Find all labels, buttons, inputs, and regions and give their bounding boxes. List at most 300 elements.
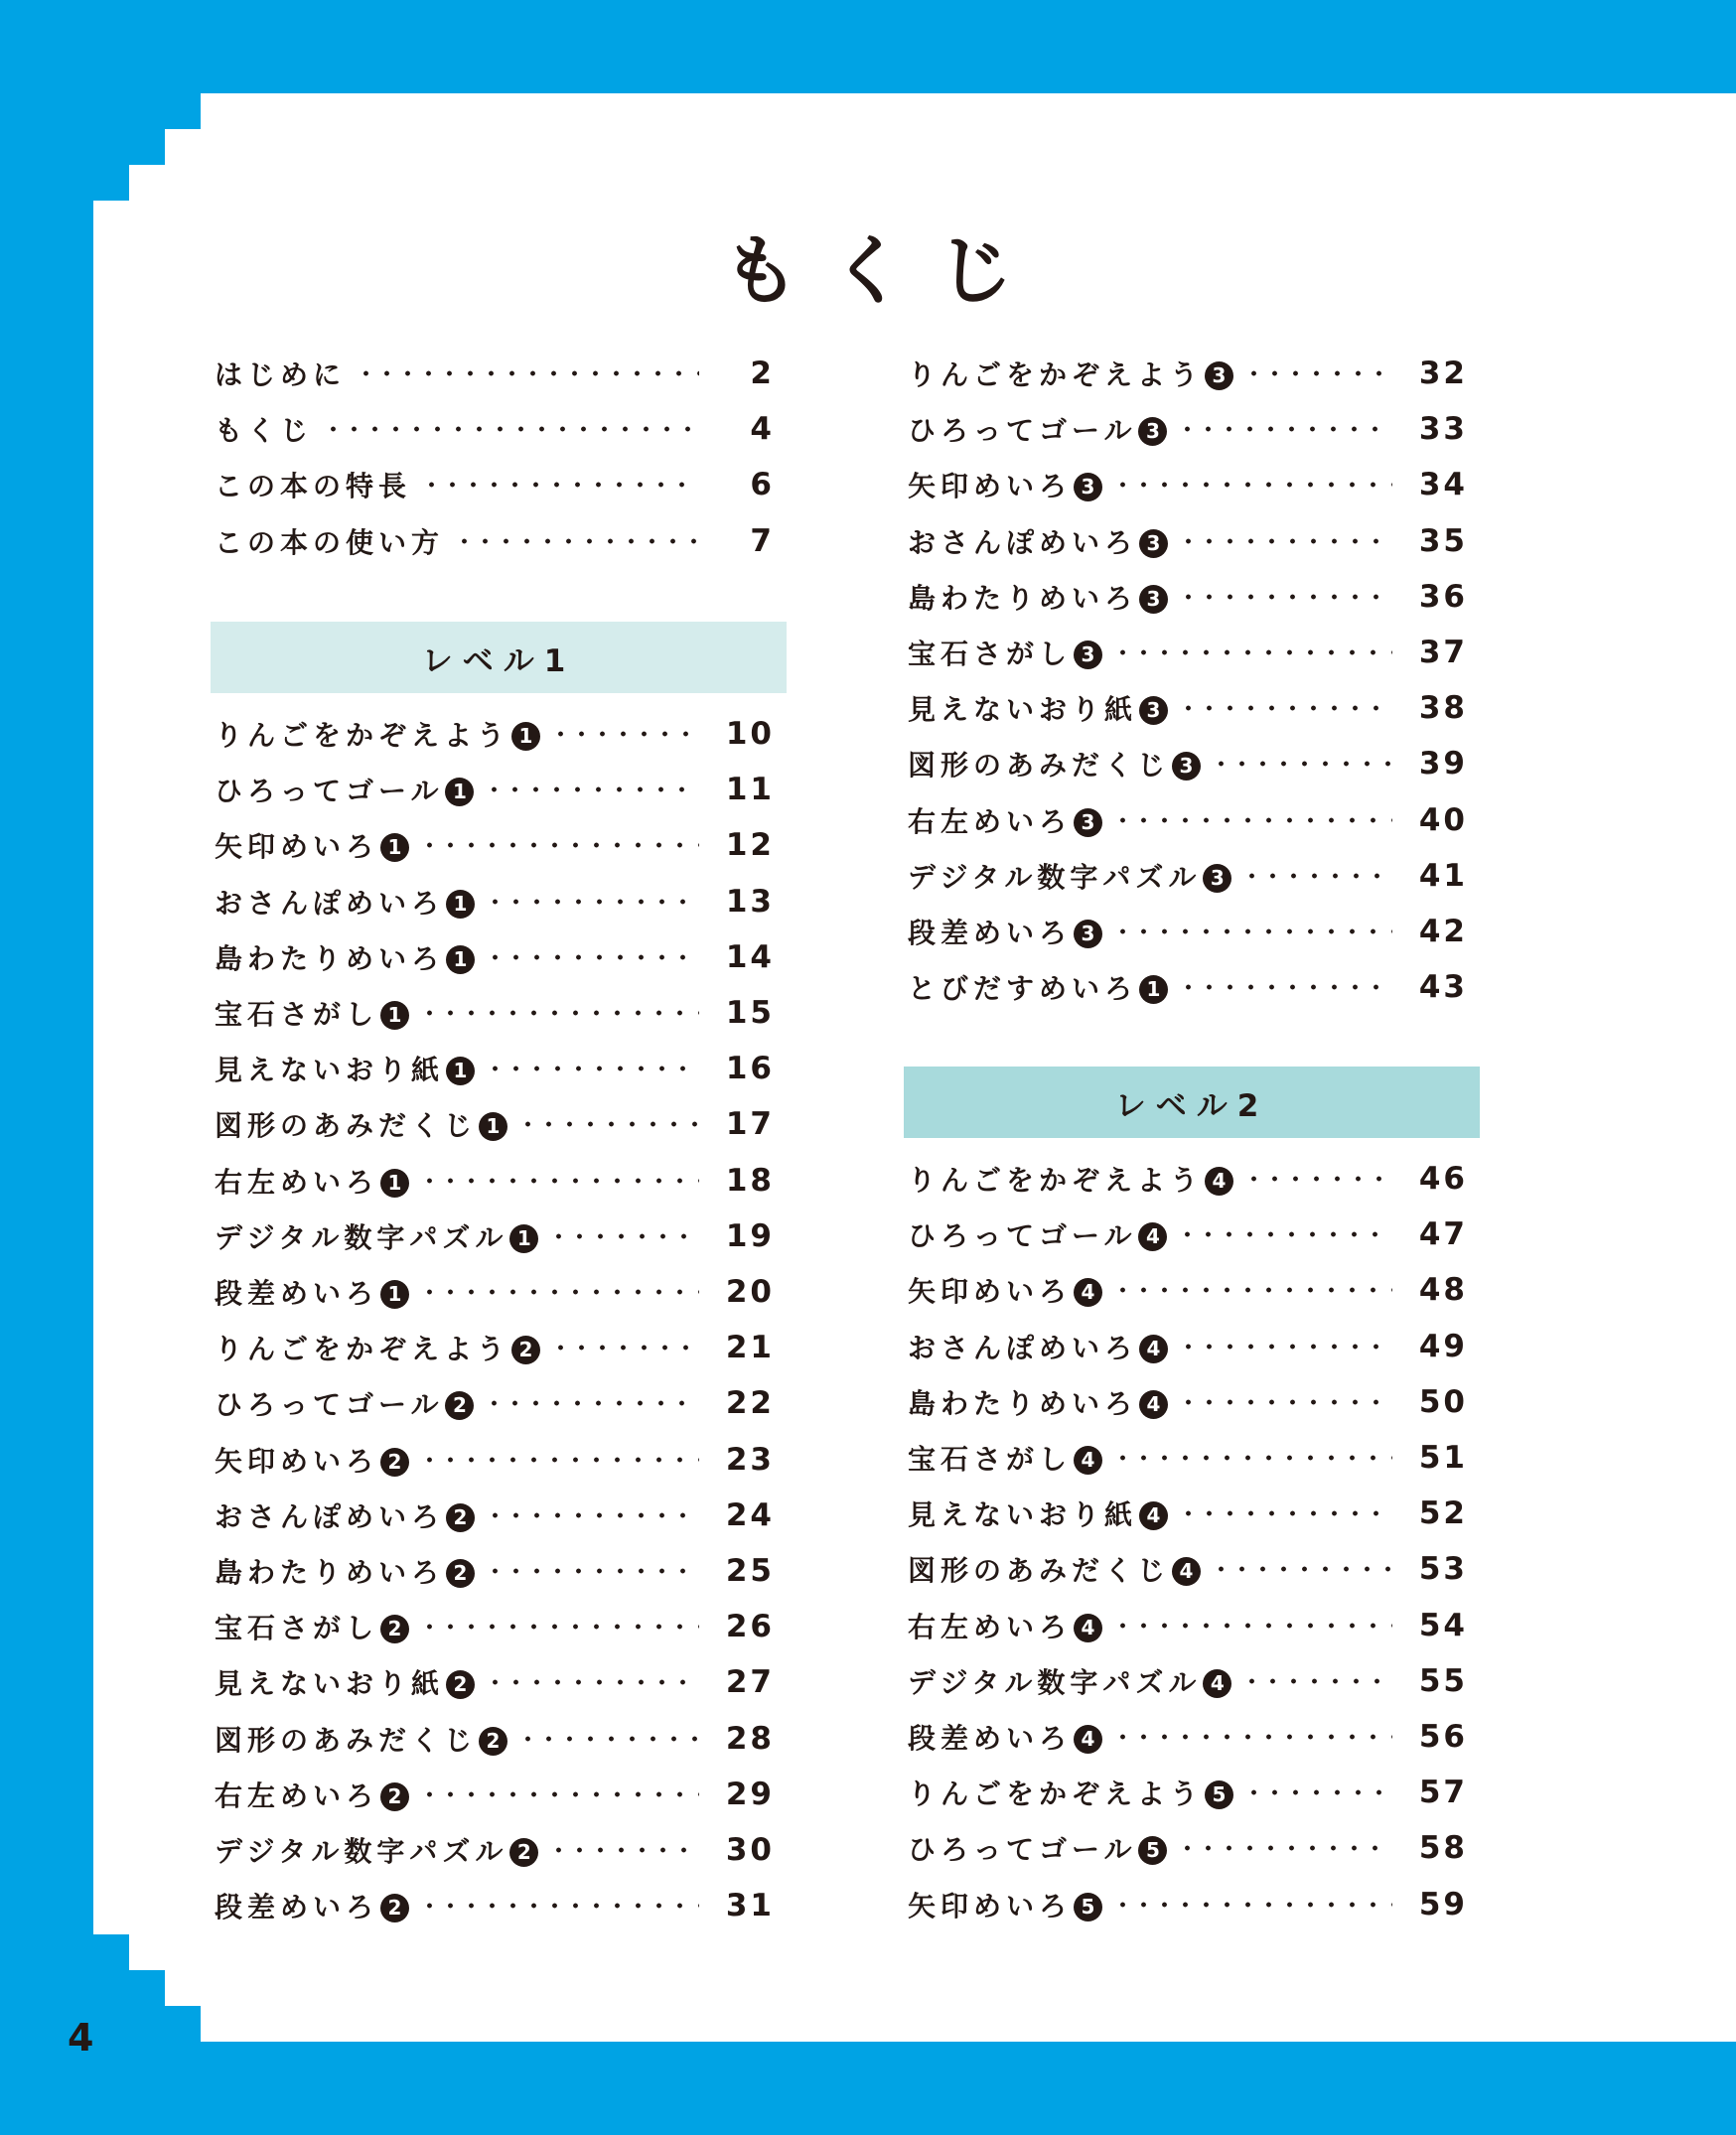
toc-page-number: 30 <box>725 1832 775 1868</box>
toc-entry[interactable] <box>908 959 1468 1015</box>
toc-entry[interactable] <box>908 1541 1468 1597</box>
toc-entry[interactable] <box>215 401 775 457</box>
dot-leader <box>1177 426 1392 432</box>
toc-entry[interactable] <box>908 569 1468 625</box>
dot-leader <box>550 731 699 737</box>
toc-entry-title <box>215 1216 538 1256</box>
dot-leader <box>1112 1623 1392 1629</box>
toc-entry-title <box>908 577 1168 617</box>
toc-entry-label: 島わたりめいろ <box>908 581 1138 615</box>
circled-number-badge: 1 <box>380 1001 409 1030</box>
toc-entry[interactable] <box>215 1096 775 1152</box>
toc-entry[interactable] <box>908 346 1468 401</box>
toc-page-number: 21 <box>725 1330 775 1366</box>
dot-leader <box>1112 928 1392 934</box>
toc-entry-title <box>215 1440 409 1480</box>
circled-number-badge: 2 <box>445 1391 474 1420</box>
page-title: もくじ <box>723 226 1045 315</box>
toc-entry-title <box>908 633 1102 672</box>
toc-entry[interactable] <box>215 1488 775 1543</box>
dot-leader <box>1112 649 1392 655</box>
toc-entry[interactable] <box>215 1543 775 1599</box>
toc-entry-title <box>215 1607 409 1646</box>
toc-entry-title <box>215 770 474 809</box>
toc-page-number: 40 <box>1418 801 1468 838</box>
circled-number-badge: 1 <box>511 722 540 751</box>
dot-leader <box>1211 761 1392 767</box>
toc-entry-title <box>908 354 1233 393</box>
toc-page-number: 4 <box>750 411 775 448</box>
dot-leader <box>485 1568 699 1574</box>
toc-entry[interactable] <box>215 874 775 929</box>
dot-leader <box>454 538 699 544</box>
toc-entry[interactable] <box>215 1878 775 1933</box>
toc-page-number: 25 <box>725 1553 775 1589</box>
toc-entry-title <box>908 1214 1167 1254</box>
toc-page-number: 27 <box>725 1664 775 1701</box>
toc-entry-title <box>215 1495 475 1535</box>
toc-entry-label: この本の使い方 <box>215 525 445 559</box>
toc-entry-title <box>215 1049 475 1088</box>
toc-entry-title <box>215 1161 409 1201</box>
toc-entry-title <box>215 1830 538 1870</box>
dot-leader <box>1243 370 1392 376</box>
toc-entry-label: この本の特長 <box>215 470 412 503</box>
dot-leader <box>419 1457 699 1463</box>
circled-number-badge: 5 <box>1205 1780 1233 1809</box>
dot-leader <box>419 1178 699 1184</box>
toc-entry-title <box>908 1494 1168 1533</box>
toc-entry-label: デジタル数字パズル <box>908 1665 1202 1699</box>
toc-entry-title <box>215 882 475 922</box>
toc-page-number: 19 <box>725 1217 775 1254</box>
dot-leader <box>356 370 699 376</box>
toc-entry[interactable] <box>908 1653 1468 1709</box>
circled-number-badge: 3 <box>1139 529 1168 558</box>
level-1-banner <box>211 622 787 693</box>
circled-number-badge: 4 <box>1074 1278 1102 1307</box>
toc-page-number: 41 <box>1418 857 1468 894</box>
toc-entry-label: 矢印めいろ <box>215 830 379 864</box>
circled-number-badge: 3 <box>1074 920 1102 948</box>
dot-leader <box>419 842 699 848</box>
dot-leader <box>1112 817 1392 823</box>
toc-page-number: 16 <box>725 1051 775 1087</box>
toc-entry[interactable] <box>215 1767 775 1822</box>
circled-number-badge: 1 <box>1139 975 1168 1004</box>
toc-page-number: 32 <box>1418 356 1468 391</box>
dot-leader <box>484 1400 699 1406</box>
toc-entry-label: 右左めいろ <box>908 804 1073 838</box>
toc-entry-label: 島わたりめいろ <box>215 1556 445 1589</box>
toc-page-number: 20 <box>725 1274 775 1310</box>
dot-leader <box>1178 538 1392 544</box>
toc-entry-title <box>908 1828 1167 1868</box>
toc-entry[interactable] <box>908 1319 1468 1374</box>
circled-number-badge: 3 <box>1074 808 1102 837</box>
toc-entry[interactable] <box>908 457 1468 512</box>
circled-number-badge: 2 <box>509 1838 538 1867</box>
toc-entry-title <box>908 1661 1231 1701</box>
toc-page-number: 18 <box>725 1162 775 1199</box>
toc-page-number: 11 <box>725 772 775 808</box>
circled-number-badge: 4 <box>1074 1446 1102 1475</box>
circled-number-badge: 2 <box>446 1559 475 1588</box>
toc-entry[interactable] <box>908 1262 1468 1318</box>
toc-entry[interactable] <box>215 1654 775 1710</box>
toc-entry[interactable] <box>908 1207 1468 1262</box>
toc-entry[interactable] <box>908 904 1468 959</box>
toc-entry-title <box>215 1551 475 1591</box>
toc-entry[interactable] <box>215 1822 775 1878</box>
level-2-title: レベル2 <box>1114 1087 1269 1124</box>
dot-leader <box>419 1791 699 1797</box>
dot-leader <box>485 899 699 905</box>
toc-entry-label: とびだすめいろ <box>908 972 1138 1006</box>
dot-leader <box>419 1624 699 1630</box>
toc-entry-title <box>215 714 540 754</box>
toc-entry[interactable] <box>908 1486 1468 1541</box>
toc-entry[interactable] <box>215 1375 775 1431</box>
page-sheet-step <box>129 165 169 1970</box>
toc-entry[interactable] <box>215 1711 775 1767</box>
toc-entry-label: デジタル数字パズル <box>908 860 1202 894</box>
toc-page-number: 50 <box>1418 1383 1468 1420</box>
toc-entry-label: はじめに <box>215 358 347 391</box>
toc-page-number: 58 <box>1418 1830 1468 1867</box>
circled-number-badge: 5 <box>1138 1836 1167 1865</box>
toc-entry-label: ひろってゴール <box>215 775 444 808</box>
toc-entry-title <box>908 912 1102 951</box>
dot-leader <box>1178 594 1392 600</box>
toc-entry-label: 段差めいろ <box>215 1891 379 1924</box>
circled-number-badge: 4 <box>1139 1335 1168 1363</box>
dot-leader <box>1178 1344 1392 1350</box>
toc-entry-label: おさんぽめいろ <box>215 1499 445 1533</box>
toc-page-number: 51 <box>1418 1440 1468 1476</box>
circled-number-badge: 1 <box>446 945 475 974</box>
toc-entry-title <box>908 967 1168 1007</box>
toc-entry[interactable] <box>215 929 775 985</box>
toc-page-number: 36 <box>1418 578 1468 615</box>
toc-page-number: 59 <box>1418 1886 1468 1922</box>
dot-leader <box>1243 1176 1392 1182</box>
toc-entry-label: 右左めいろ <box>908 1610 1073 1643</box>
toc-entry-label: ひろってゴール <box>908 414 1137 448</box>
toc-entry-label: 矢印めいろ <box>215 1444 379 1478</box>
page-sheet-step <box>165 129 205 2006</box>
dot-leader <box>1112 1734 1392 1740</box>
toc-entry-title <box>908 1382 1168 1422</box>
toc-entry[interactable] <box>908 1709 1468 1765</box>
toc-page-number: 37 <box>1418 635 1468 670</box>
toc-page-number: 17 <box>725 1106 775 1143</box>
toc-entry-title <box>215 937 475 977</box>
circled-number-badge: 3 <box>1139 696 1168 725</box>
dot-leader <box>1178 1510 1392 1516</box>
dot-leader <box>548 1847 699 1853</box>
toc-page-number: 48 <box>1418 1272 1468 1309</box>
toc-entry-label: 図形のあみだくじ <box>215 1109 478 1143</box>
toc-entry-label: 島わたりめいろ <box>908 1386 1138 1420</box>
circled-number-badge: 4 <box>1074 1614 1102 1642</box>
toc-page-number: 24 <box>725 1496 775 1533</box>
circled-number-badge: 4 <box>1172 1557 1201 1586</box>
dot-leader <box>419 1289 699 1295</box>
toc-entry[interactable] <box>215 1209 775 1264</box>
toc-page-number: 22 <box>725 1385 775 1422</box>
circled-number-badge: 3 <box>1205 361 1233 390</box>
toc-entry[interactable] <box>908 848 1468 904</box>
dot-leader <box>1241 1678 1392 1684</box>
toc-entry-title <box>908 1327 1168 1366</box>
toc-entry[interactable] <box>215 513 775 569</box>
toc-entry-title <box>908 800 1102 840</box>
circled-number-badge: 3 <box>1074 473 1102 501</box>
toc-page-number: 55 <box>1418 1662 1468 1699</box>
toc-entry-title <box>215 1328 540 1367</box>
toc-entry-label: 見えないおり紙 <box>908 693 1138 727</box>
toc-entry-title <box>215 354 346 393</box>
dot-leader <box>1112 1902 1392 1908</box>
toc-entry-title <box>215 409 313 449</box>
toc-entry-title <box>215 1662 475 1702</box>
circled-number-badge: 4 <box>1139 1390 1168 1419</box>
toc-entry-label: りんごをかぞえよう <box>908 1164 1204 1197</box>
circled-number-badge: 1 <box>380 1169 409 1198</box>
toc-entry-title <box>215 1272 409 1312</box>
toc-entry[interactable] <box>215 1041 775 1096</box>
toc-entry-label: 図形のあみだくじ <box>215 1723 478 1757</box>
toc-entry-title <box>215 1886 409 1925</box>
toc-page-number: 43 <box>1418 969 1468 1006</box>
toc-entry-title <box>908 409 1167 449</box>
circled-number-badge: 2 <box>380 1782 409 1811</box>
toc-entry-title <box>908 1717 1102 1757</box>
toc-entry[interactable] <box>215 762 775 817</box>
toc-page-number: 28 <box>725 1720 775 1757</box>
toc-entry[interactable] <box>215 457 775 512</box>
toc-page-number: 15 <box>725 995 775 1031</box>
toc-entry[interactable] <box>908 401 1468 457</box>
toc-page-number: 31 <box>725 1888 775 1924</box>
page-number: 4 <box>68 2016 94 2060</box>
toc-entry-label: 宝石さがし <box>215 1612 379 1645</box>
toc-page-number: 47 <box>1418 1216 1468 1253</box>
toc-entry-label: 段差めいろ <box>215 1277 379 1310</box>
toc-page-number: 6 <box>750 467 775 503</box>
circled-number-badge: 4 <box>1139 1501 1168 1530</box>
toc-entry-label: 図形のあみだくじ <box>908 749 1171 783</box>
circled-number-badge: 2 <box>479 1727 507 1756</box>
toc-entry[interactable] <box>908 680 1468 736</box>
toc-entry-label: おさんぽめいろ <box>908 1331 1138 1364</box>
toc-page-number: 12 <box>725 827 775 864</box>
dot-leader <box>1241 873 1392 879</box>
toc-entry-title <box>908 1438 1102 1478</box>
circled-number-badge: 1 <box>509 1224 538 1253</box>
toc-page-number: 33 <box>1418 411 1468 448</box>
toc-entry[interactable] <box>215 706 775 762</box>
toc-entry-title <box>215 521 444 561</box>
toc-entry-title <box>908 1270 1102 1310</box>
dot-leader <box>485 1512 699 1518</box>
dot-leader <box>421 482 699 488</box>
toc-entry-title <box>908 521 1168 561</box>
circled-number-badge: 4 <box>1074 1725 1102 1754</box>
toc-entry[interactable] <box>908 1877 1468 1932</box>
toc-entry-label: ひろってゴール <box>215 1388 444 1422</box>
level-1-title: レベル1 <box>421 642 576 679</box>
dot-leader <box>1112 1455 1392 1461</box>
toc-entry[interactable] <box>215 1320 775 1375</box>
circled-number-badge: 1 <box>446 890 475 919</box>
toc-entry-label: りんごをかぞえよう <box>908 358 1204 391</box>
toc-entry-title <box>908 856 1231 896</box>
toc-entry-label: りんごをかぞえよう <box>908 1778 1204 1811</box>
circled-number-badge: 1 <box>446 1057 475 1085</box>
dot-leader <box>1243 1789 1392 1795</box>
dot-leader <box>550 1345 699 1351</box>
circled-number-badge: 3 <box>1139 585 1168 614</box>
toc-page-number: 56 <box>1418 1719 1468 1755</box>
dot-leader <box>485 1066 699 1071</box>
toc-entry[interactable] <box>215 985 775 1041</box>
page-sheet-step <box>93 201 133 1934</box>
toc-page-number: 38 <box>1418 690 1468 727</box>
toc-entry[interactable] <box>215 817 775 873</box>
toc-entry[interactable] <box>908 1374 1468 1430</box>
toc-page-number: 14 <box>725 938 775 975</box>
circled-number-badge: 3 <box>1138 417 1167 446</box>
toc-page-number: 46 <box>1418 1161 1468 1197</box>
toc-entry-title <box>215 825 409 865</box>
dot-leader <box>323 426 699 432</box>
circled-number-badge: 1 <box>479 1112 507 1141</box>
toc-entry-label: 段差めいろ <box>908 917 1073 949</box>
toc-page-number: 10 <box>725 716 775 752</box>
toc-page-number: 57 <box>1418 1775 1468 1811</box>
dot-leader <box>1112 1287 1392 1293</box>
toc-page-number: 29 <box>725 1776 775 1812</box>
toc-page-number: 2 <box>750 356 775 391</box>
dot-leader <box>1178 705 1392 711</box>
toc-entry-title <box>215 1104 507 1144</box>
toc-entry-label: 右左めいろ <box>215 1779 379 1812</box>
toc-page-number: 13 <box>725 883 775 920</box>
dot-leader <box>1177 1845 1392 1851</box>
toc-entry-label: 見えないおり紙 <box>908 1498 1138 1532</box>
toc-entry[interactable] <box>908 1151 1468 1207</box>
circled-number-badge: 2 <box>511 1336 540 1364</box>
circled-number-badge: 5 <box>1074 1893 1102 1922</box>
toc-entry[interactable] <box>215 1599 775 1654</box>
toc-entry[interactable] <box>908 792 1468 848</box>
toc-entry[interactable] <box>215 1432 775 1488</box>
circled-number-badge: 2 <box>446 1670 475 1699</box>
toc-entry[interactable] <box>908 1765 1468 1820</box>
dot-leader <box>548 1233 699 1239</box>
toc-entry[interactable] <box>908 1430 1468 1486</box>
toc-entry-label: おさんぽめいろ <box>908 525 1138 559</box>
toc-entry-label: 見えないおり紙 <box>215 1054 445 1087</box>
dot-leader <box>1112 482 1392 488</box>
toc-entry-title <box>215 465 411 504</box>
circled-number-badge: 1 <box>380 1280 409 1309</box>
toc-page-number: 42 <box>1418 914 1468 949</box>
dot-leader <box>517 1121 699 1127</box>
circled-number-badge: 2 <box>380 1448 409 1477</box>
toc-entry[interactable] <box>908 513 1468 569</box>
toc-entry-title <box>908 1159 1233 1199</box>
dot-leader <box>1177 1231 1392 1237</box>
circled-number-badge: 2 <box>380 1615 409 1643</box>
circled-number-badge: 1 <box>445 778 474 806</box>
toc-entry-label: 見えないおり紙 <box>215 1667 445 1701</box>
toc-page-number: 52 <box>1418 1495 1468 1532</box>
circled-number-badge: 1 <box>380 833 409 862</box>
toc-page-number: 49 <box>1418 1328 1468 1364</box>
toc-entry[interactable] <box>908 1820 1468 1876</box>
circled-number-badge: 4 <box>1205 1167 1233 1196</box>
circled-number-badge: 3 <box>1172 752 1201 781</box>
circled-number-badge: 2 <box>446 1503 475 1532</box>
toc-entry-label: 宝石さがし <box>908 638 1073 670</box>
toc-entry-title <box>215 1775 409 1814</box>
toc-entry-label: 右左めいろ <box>215 1165 379 1199</box>
dot-leader <box>484 786 699 792</box>
level-2-banner <box>904 1067 1480 1138</box>
toc-entry[interactable] <box>908 1598 1468 1653</box>
dot-leader <box>1178 1399 1392 1405</box>
toc-page-number: 35 <box>1418 522 1468 559</box>
dot-leader <box>517 1736 699 1742</box>
toc-entry-label: 図形のあみだくじ <box>908 1554 1171 1588</box>
circled-number-badge: 3 <box>1203 864 1231 893</box>
toc-entry-label: ひろってゴール <box>908 1833 1137 1867</box>
toc-page-number: 7 <box>750 522 775 559</box>
toc-entry-label: おさんぽめいろ <box>215 886 445 920</box>
dot-leader <box>419 1903 699 1909</box>
toc-page-number: 54 <box>1418 1607 1468 1643</box>
toc-entry-label: りんごをかぞえよう <box>215 719 510 752</box>
toc-entry-label: 矢印めいろ <box>908 1889 1073 1922</box>
dot-leader <box>419 1010 699 1016</box>
circled-number-badge: 4 <box>1203 1669 1231 1698</box>
toc-entry-title <box>908 465 1102 504</box>
dot-leader <box>1178 984 1392 990</box>
toc-entry[interactable] <box>215 1153 775 1209</box>
toc-entry[interactable] <box>908 625 1468 680</box>
toc-entry-title <box>215 993 409 1033</box>
toc-entry-label: 島わたりめいろ <box>215 941 445 975</box>
circled-number-badge: 2 <box>380 1894 409 1922</box>
toc-entry-label: りんごをかぞえよう <box>215 1333 510 1366</box>
toc-entry[interactable] <box>215 346 775 401</box>
dot-leader <box>485 954 699 960</box>
toc-entry-title <box>908 1885 1102 1924</box>
toc-entry-label: もくじ <box>215 414 314 448</box>
toc-entry[interactable] <box>908 736 1468 791</box>
circled-number-badge: 4 <box>1138 1222 1167 1251</box>
toc-entry-title <box>908 688 1168 728</box>
toc-entry-label: 段差めいろ <box>908 1722 1073 1755</box>
toc-entry[interactable] <box>215 1264 775 1320</box>
toc-page-number: 23 <box>725 1441 775 1478</box>
toc-page-number: 26 <box>725 1609 775 1645</box>
toc-entry-title <box>908 1549 1201 1589</box>
toc-entry-title <box>215 1383 474 1423</box>
